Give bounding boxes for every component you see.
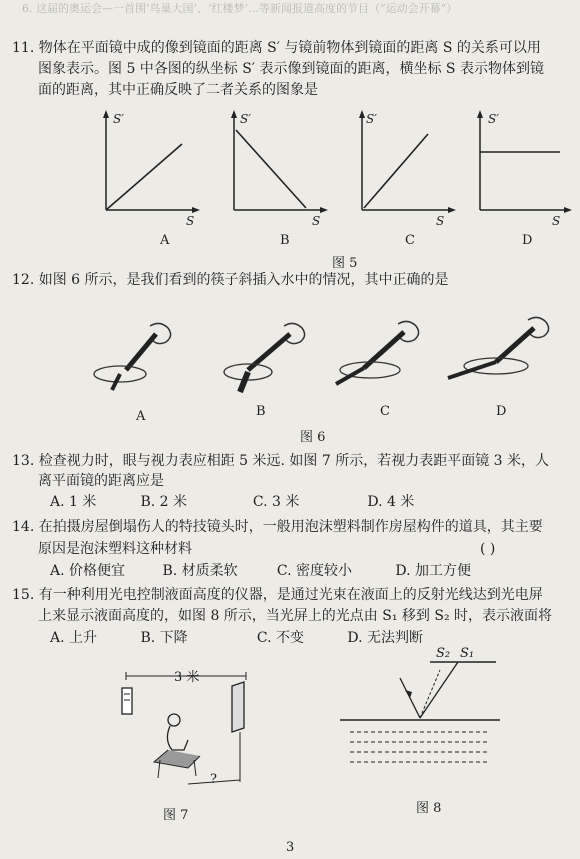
q15-option-d[interactable]: D. 无法判断 [347, 630, 423, 646]
eye-test-sketch [110, 668, 270, 798]
q13-option-d[interactable]: D. 4 米 [367, 494, 415, 510]
chopstick-c [322, 316, 432, 406]
q14-option-c[interactable]: C. 密度较小 [276, 563, 353, 579]
figure-5-caption: 图 5 [332, 256, 358, 271]
figure-7-drawing [110, 668, 270, 798]
eye-chart [122, 688, 132, 714]
plane-mirror [232, 682, 244, 732]
q15-options [50, 628, 423, 648]
figure-7-unknown-label: ? [210, 772, 217, 787]
page-number: 3 [286, 840, 295, 855]
header-bleed-text: 6. 这届的奥运会—一首围‘鸟巢大国’、‘红楼梦’…等新闻报道高度的节目（“运动会开幕”） [22, 2, 458, 15]
q14-option-b[interactable]: B. 材质柔软 [162, 563, 238, 579]
figure-8-s2-label: S₂ [436, 646, 451, 661]
figure-8-caption: 图 8 [416, 801, 442, 816]
figure-8-drawing [340, 648, 500, 778]
graph-b-plot [218, 108, 328, 218]
q11-line-1: 11. 物体在平面镜中成的像到镜面的距离 S′ 与镜前物体到镜面的距离 S 的关系可以用 [12, 40, 541, 56]
chopstick-a-drawing [80, 316, 180, 406]
graph-a-plot [90, 108, 200, 218]
chopstick-a [80, 316, 180, 406]
q12-line-1: 12. 如图 6 所示，是我们看到的筷子斜插入水中的情况，其中正确的是 [12, 272, 449, 288]
figure-7-caption: 图 7 [163, 808, 189, 823]
graph-a-letter: A [160, 233, 170, 248]
q14-line-2: 原因是泡沫塑料这种材料 [38, 541, 192, 557]
graph-d-ylabel: S′ [488, 112, 499, 126]
liquid-level-sketch [340, 648, 500, 778]
graph-b-letter: B [280, 233, 290, 248]
graph-c [346, 108, 456, 228]
q13-option-b[interactable]: B. 2 米 [140, 494, 187, 510]
q13-line-1: 13. 检查视力时，眼与视力表应相距 5 米远. 如图 7 所示，若视力表距平面镜 3 米，人 [12, 453, 550, 469]
chopstick-c-drawing [322, 316, 432, 406]
q13-options [50, 492, 414, 512]
graph-c-ylabel: S′ [366, 112, 377, 126]
graph-c-letter: C [405, 233, 415, 248]
figure-7-distance-label: 3 米 [174, 670, 200, 685]
q13-option-c[interactable]: C. 3 米 [252, 494, 300, 510]
q14-options [50, 561, 471, 581]
q15-option-b[interactable]: B. 下降 [140, 630, 188, 646]
q14-option-a[interactable]: A. 价格便宜 [50, 563, 126, 579]
graph-a [90, 108, 200, 228]
graph-b-ylabel: S′ [240, 112, 251, 126]
q14-option-d[interactable]: D. 加工方便 [395, 563, 471, 579]
graph-b [218, 108, 328, 228]
q13-line-2: 离平面镜的距离应是 [38, 473, 164, 489]
graph-d-xlabel: S [552, 214, 561, 228]
q15-line-1: 15. 有一种利用光电控制液面高度的仪器，是通过光束在液面上的反射光线达到光电屏 [12, 587, 543, 603]
chopstick-c-letter: C [380, 404, 390, 419]
q15-line-2: 上来显示液面高度的，如图 8 所示，当光屏上的光点由 S₁ 移到 S₂ 时，表示液面将 [38, 608, 553, 624]
chopstick-d-drawing [440, 312, 560, 402]
graph-a-ylabel: S′ [113, 112, 124, 126]
q11-line-3: 面的距离，其中正确反映了二者关系的图象是 [38, 82, 318, 98]
chopstick-d-letter: D [496, 404, 507, 419]
q15-option-a[interactable]: A. 上升 [50, 630, 98, 646]
q14-line-1: 14. 在拍摄房屋倒塌伤人的特技镜头时，一般用泡沫塑料制作房屋构件的道具，其主要 [12, 519, 543, 535]
graph-b-xlabel: S [312, 214, 321, 228]
figure-6-caption: 图 6 [300, 430, 326, 445]
figure-8-s1-label: S₁ [460, 646, 475, 661]
graph-a-xlabel: S [186, 214, 195, 228]
q13-option-a[interactable]: A. 1 米 [50, 494, 97, 510]
q15-option-c[interactable]: C. 不变 [256, 630, 305, 646]
q11-line-2: 图象表示。图 5 中各图的纵坐标 S′ 表示像到镜面的距离，横坐标 S 表示物体到镜 [38, 61, 544, 77]
chopstick-a-letter: A [136, 409, 146, 424]
q14-answer-blank[interactable]: ( ) [480, 541, 496, 557]
graph-d-letter: D [522, 233, 533, 248]
chopstick-b-drawing [218, 316, 318, 406]
graph-d [464, 108, 574, 228]
graph-d-plot [464, 108, 574, 218]
graph-b-line [236, 130, 306, 208]
graph-c-line [364, 134, 428, 208]
graph-a-line [106, 144, 182, 210]
graph-c-plot [346, 108, 456, 218]
graph-c-xlabel: S [436, 214, 445, 228]
chopstick-b [218, 316, 318, 406]
chopstick-d [440, 312, 560, 402]
chopstick-b-letter: B [256, 404, 266, 419]
